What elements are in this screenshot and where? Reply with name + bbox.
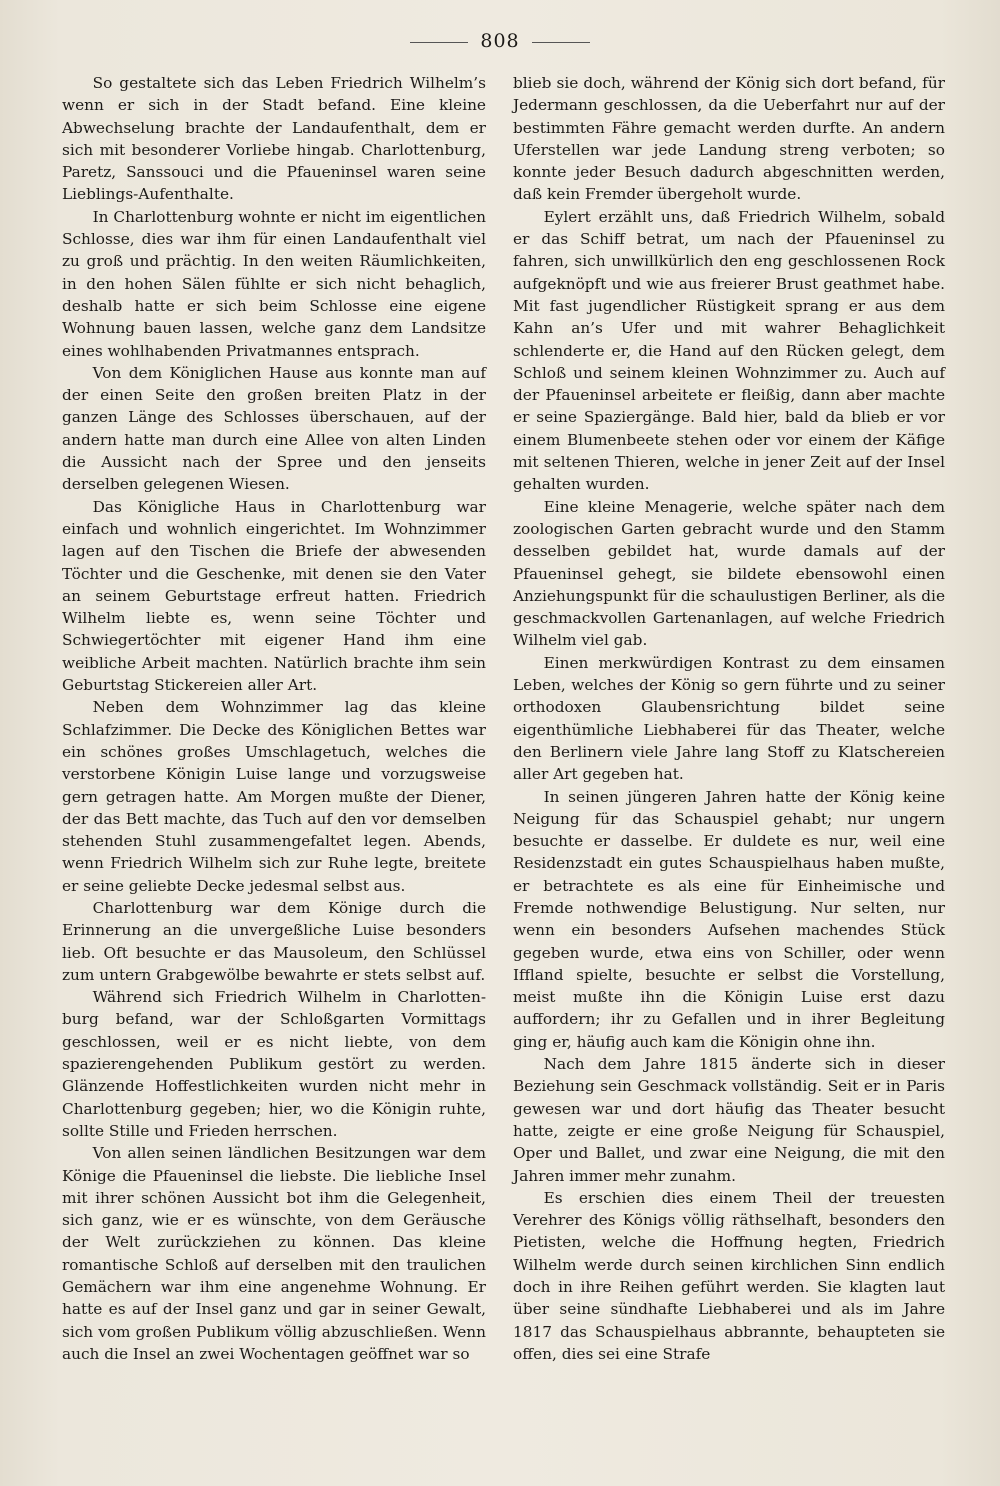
- paragraph: Neben dem Wohnzimmer lag das kleine Schlafzimmer. Die Decke des Königlichen Bettes war ein schönes großes Umschlagetuch, welches die verstorbene Königin Luise lange und vorzugsweise gern getragen hatte. Am Morgen mußte der Diener, der das Bett machte, das Tuch auf den vor demselben stehenden Stuhl zusammengefaltet legen. Abends, wenn Friedrich Wilhelm sich zur Ruhe legte, breitete er seine geliebte Decke jedesmal selbst aus.: [62, 698, 486, 895]
- paragraph: Während sich Friedrich Wilhelm in Charlottenburg befand, war der Schloßgarten Vormittags geschlossen, weil er es nicht liebte, von dem spazierengehenden Publikum gestört zu werden. Glänzende Hoffestlichkeiten wurden nicht mehr in Charlottenburg gegeben; hier, wo die Königin ruhte, sollte Stille und Frieden herrschen.: [62, 988, 486, 1140]
- right-column: [513, 72, 945, 1422]
- paragraph: Einen merkwürdigen Kontrast zu dem einsamen Leben, welches der König so gern führte und zu seiner orthodoxen Glaubensrichtung bildet seine eigenthümliche Liebhaberei für das Theater, welche den Berlinern viele Jahre lang Stoff zu Klatschereien aller Art gegeben hat.: [513, 653, 945, 784]
- paragraph: In Charlottenburg wohnte er nicht im eigentlichen Schlosse, dies war ihm für einen Landaufenthalt viel zu groß und prächtig. In den weiten Räumlichkeiten, in den hohen Sälen fühlte er sich nicht behaglich, deshalb hatte er sich beim Schlosse eine eigene Wohnung bauen lassen, welche ganz dem Landsitze eines wohlhabenden Privatmannes entsprach.: [62, 207, 486, 360]
- paragraph: Das Königliche Haus in Charlottenburg war einfach und wohnlich eingerichtet. Im Wohnzimmer lagen auf den Tischen die Briefe der abwesenden Töchter und die Geschenke, mit denen sie den Vater an seinem Geburtstage erfreut hatten. Friedrich Wilhelm liebte es, wenn seine Töchter und Schwiegertöchter mit eigener Hand ihm eine weibliche Arbeit machten. Natürlich brachte ihm sein Geburtstag Stickereien aller Art.: [62, 497, 486, 695]
- page-number: 808: [480, 30, 520, 52]
- paragraph: Es erschien dies einem Theil der treuesten Verehrer des Königs völlig räthselhaft, besonders den Pietisten, welche die Hoffnung hegten, Friedrich Wilhelm werde durch seinen kirchlichen Sinn endlich doch in ihre Reihen geführt werden. Sie klagten laut über seine sündhafte Liebhaberei und als im Jahre 1817 das Schauspielhaus abbrannte, behaupteten sie offen, dies sei eine Strafe: [513, 1188, 945, 1363]
- paragraph: Von dem Königlichen Hause aus konnte man auf der einen Seite den großen breiten Platz in der ganzen Länge des Schlosses überschauen, auf der andern hatte man durch eine Allee von alten Linden die Aussicht nach der Spree und den jenseits derselben gelegenen Wiesen.: [62, 363, 486, 494]
- header-rule-left: [410, 42, 468, 43]
- paragraph: Charlottenburg war dem Könige durch die Erinnerung an die unvergeßliche Luise besonders lieb. Oft besuchte er das Mausoleum, den Schlüssel zum untern Grabgewölbe bewahrte er stets selbst auf.: [62, 898, 486, 984]
- paragraph: So gestaltete sich das Leben Friedrich Wilhelm’s wenn er sich in der Stadt befand. Eine kleine Abwechselung brachte der Landaufenthalt, dem er sich mit besonderer Vorliebe hingab. Charlottenburg, Paretz, Sanssouci und die Pfaueninsel waren seine Lieblings-Aufenthalte.: [62, 74, 486, 204]
- paragraph: Nach dem Jahre 1815 änderte sich in dieser Beziehung sein Geschmack vollständig. Seit er in Paris gewesen war und dort häufig das Theater besucht hatte, zeigte er eine große Neigung für Schauspiel, Oper und Ballet, und zwar eine Neigung, die mit den Jahren immer mehr zunahm.: [513, 1055, 945, 1185]
- paragraph: Eylert erzählt uns, daß Friedrich Wilhelm, sobald er das Schiff betrat, um nach der Pfaueninsel zu fahren, sich unwillkürlich den eng geschlossenen Rock aufgeknöpft und wie aus freierer Brust geathmet habe. Mit fast jugendlicher Rüstigkeit sprang er aus dem Kahn an’s Ufer und mit wahrer Behaglichkeit schlenderte er, die Hand auf den Rücken gelegt, dem Schloß und seinem kleinen Wohnzimmer zu. Auch auf der Pfaueninsel arbeitete er fleißig, dann aber machte er seine Spaziergänge. Bald hier, bald da blieb er vor einem Blumenbeete stehen oder vor einem der Käfige mit seltenen Thieren, welche in jener Zeit auf der Insel gehalten wurden.: [513, 207, 945, 494]
- left-column: [62, 72, 486, 1422]
- paragraph: Eine kleine Menagerie, welche später nach dem zoologischen Garten gebracht wurde und den Stamm desselben gebildet hat, wurde damals auf der Pfaueninsel gehegt, sie bildete ebensowohl einen Anziehungspunkt für die schaulustigen Berliner, als die geschmackvollen Gartenanlagen, auf welche Friedrich Wilhelm viel gab.: [513, 497, 945, 650]
- header-rule-right: [532, 42, 590, 43]
- paragraph-continued: blieb sie doch, während der König sich dort befand, für Jedermann geschlossen, da die Ueberfahrt nur auf der bestimmten Fähre gemacht werden durfte. An andern Uferstellen war jede Landung streng verboten; so konnte jeder Besuch dadurch abgeschnitten werden, daß kein Fremder übergeholt wurde.: [513, 74, 945, 204]
- page-header: [0, 30, 1000, 52]
- paragraph: Von allen seinen ländlichen Besitzungen war dem Könige die Pfaueninsel die liebste. Die liebliche Insel mit ihrer schönen Aussicht bot ihm die Gelegenheit, sich ganz, wie er es wünschte, von dem Geräusche der Welt zurückziehen zu können. Das kleine romantische Schloß auf derselben mit den traulichen Gemächern war ihm eine angenehme Wohnung. Er hatte es auf der Insel ganz und gar in seiner Gewalt, sich vom großen Publikum völlig abzuschließen. Wenn auch die Insel an zwei Wochentagen geöffnet war so: [62, 1144, 486, 1363]
- paragraph: In seinen jüngeren Jahren hatte der König keine Neigung für das Schauspiel gehabt; nur ungern besuchte er dasselbe. Er duldete es nur, weil eine Residenzstadt ein gutes Schauspielhaus haben mußte, er betrachtete es als eine für Einheimische und Fremde nothwendige Belustigung. Nur selten, nur wenn ein besonders Aufsehen machendes Stück gegeben wurde, etwa eins von Schiller, oder wenn Iffland spielte, besuchte er selbst die Vorstellung, meist mußte ihn die Königin Luise erst dazu auffordern; ihr zu Gefallen und in ihrer Begleitung ging er, häufig auch kam die Königin ohne ihn.: [513, 787, 945, 1051]
